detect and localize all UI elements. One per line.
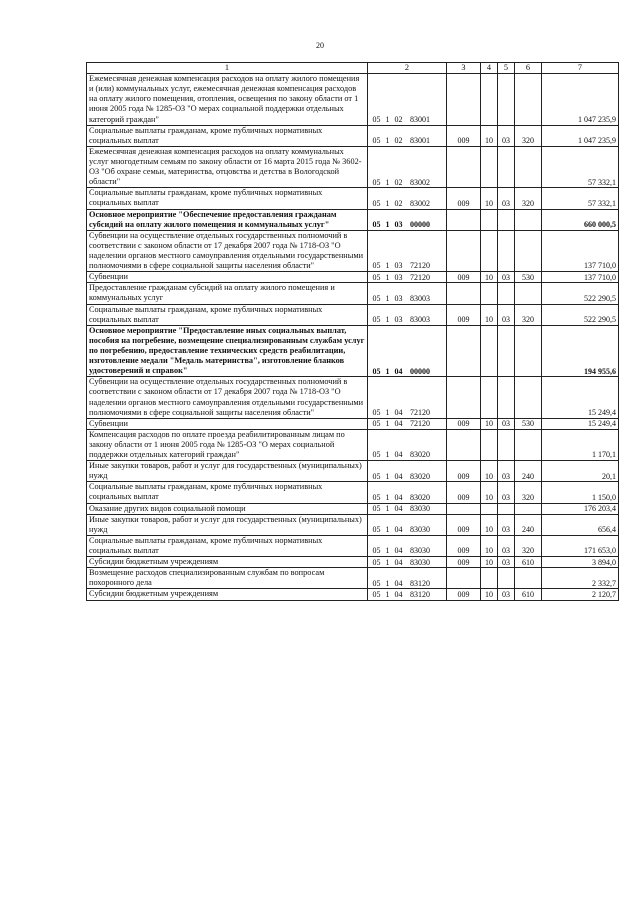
row-target-code	[368, 188, 447, 209]
row-section-code: 10	[481, 461, 498, 482]
row-expense-type-code: 320	[515, 188, 542, 209]
row-expense-type-code: 320	[515, 304, 542, 325]
row-ministry-code	[447, 429, 481, 460]
table-row	[87, 272, 619, 283]
row-amount: 137 710,0	[542, 272, 619, 283]
row-amount: 2 332,7	[542, 568, 619, 589]
target-code-part: 05	[372, 471, 381, 481]
row-amount: 1 170,1	[542, 429, 619, 460]
table-row	[87, 146, 619, 187]
row-subsection-code	[498, 209, 515, 230]
row-section-code: 10	[481, 557, 498, 568]
table-row	[87, 461, 619, 482]
table-row	[87, 589, 619, 600]
row-name: Субвенции	[87, 418, 368, 429]
target-code-part: 83020	[410, 471, 430, 481]
row-subsection-code	[498, 230, 515, 271]
row-amount: 194 955,6	[542, 325, 619, 377]
row-amount: 660 000,5	[542, 209, 619, 230]
page-number: 20	[316, 41, 324, 50]
target-code-part: 05	[372, 220, 381, 229]
row-section-code	[481, 230, 498, 271]
table-row	[87, 503, 619, 514]
row-amount: 656,4	[542, 514, 619, 535]
table-row	[87, 283, 619, 304]
row-name: Иные закупки товаров, работ и услуг для государственных (муниципальных) нужд	[87, 514, 368, 535]
row-name: Возмещение расходов специализированным службам по вопросам похоронного дела	[87, 568, 368, 589]
target-code-part: 05	[372, 578, 381, 588]
target-code-part: 1	[385, 272, 390, 282]
target-code-part: 72120	[410, 261, 430, 271]
row-subsection-code	[498, 429, 515, 460]
row-ministry-code: 009	[447, 461, 481, 482]
row-section-code: 10	[481, 188, 498, 209]
row-target-code	[368, 377, 447, 418]
row-section-code	[481, 568, 498, 589]
row-subsection-code	[498, 325, 515, 377]
row-ministry-code: 009	[447, 304, 481, 325]
row-subsection-code: 03	[498, 125, 515, 146]
target-code-part: 05	[372, 272, 381, 282]
target-code-part: 03	[394, 293, 403, 303]
row-target-code	[368, 514, 447, 535]
row-amount: 15 249,4	[542, 418, 619, 429]
target-code-part: 05	[372, 198, 381, 208]
target-code-part: 05	[372, 293, 381, 303]
row-target-code	[368, 283, 447, 304]
row-name: Субвенции	[87, 272, 368, 283]
table-row	[87, 325, 619, 377]
row-subsection-code: 03	[498, 589, 515, 600]
target-code-part: 83003	[410, 314, 430, 324]
table-body	[87, 74, 619, 600]
target-code-part: 1	[385, 492, 390, 502]
row-subsection-code: 03	[498, 304, 515, 325]
row-target-code	[368, 325, 447, 377]
row-subsection-code	[498, 503, 515, 514]
target-code-part: 05	[372, 136, 381, 146]
row-name: Основное мероприятие "Обеспечение предоставления гражданам субсидий на оплату жилого помещения и коммунальных услуг"	[87, 209, 368, 230]
row-name: Оказание других видов социальной помощи	[87, 503, 368, 514]
row-target-code	[368, 568, 447, 589]
row-section-code	[481, 377, 498, 418]
target-code-part: 04	[394, 503, 403, 513]
target-code-part: 05	[372, 114, 381, 124]
target-code-part: 72120	[410, 407, 430, 417]
target-code-part: 02	[394, 114, 403, 124]
target-code-part: 1	[385, 578, 390, 588]
table-row	[87, 482, 619, 503]
row-amount: 57 332,1	[542, 146, 619, 187]
row-section-code: 10	[481, 125, 498, 146]
target-code-part: 05	[372, 546, 381, 556]
target-code-part: 83002	[410, 177, 430, 187]
row-expense-type-code	[515, 209, 542, 230]
target-code-part: 83001	[410, 136, 430, 146]
header-col-6: 6	[515, 63, 542, 74]
row-ministry-code: 009	[447, 125, 481, 146]
row-target-code	[368, 535, 447, 556]
target-code-part: 1	[385, 407, 390, 417]
row-name: Социальные выплаты гражданам, кроме публичных нормативных социальных выплат	[87, 482, 368, 503]
row-amount: 1 150,0	[542, 482, 619, 503]
table-row	[87, 568, 619, 589]
row-target-code	[368, 125, 447, 146]
table-row	[87, 125, 619, 146]
header-col-5: 5	[498, 63, 515, 74]
row-name: Предоставление гражданам субсидий на оплату жилого помещения и коммунальных услуг	[87, 283, 368, 304]
header-col-1: 1	[87, 63, 368, 74]
row-subsection-code: 03	[498, 272, 515, 283]
row-section-code: 10	[481, 272, 498, 283]
header-col-4: 4	[481, 63, 498, 74]
target-code-part: 1	[385, 589, 390, 599]
row-section-code	[481, 146, 498, 187]
row-expense-type-code	[515, 377, 542, 418]
target-code-part: 83030	[410, 546, 430, 556]
row-section-code: 10	[481, 482, 498, 503]
target-code-part: 05	[372, 419, 381, 429]
target-code-part: 05	[372, 366, 381, 376]
row-subsection-code: 03	[498, 188, 515, 209]
row-amount: 57 332,1	[542, 188, 619, 209]
row-name: Социальные выплаты гражданам, кроме публичных нормативных социальных выплат	[87, 188, 368, 209]
target-code-part: 83020	[410, 450, 430, 460]
row-ministry-code	[447, 568, 481, 589]
table-row	[87, 377, 619, 418]
target-code-part: 1	[385, 525, 390, 535]
target-code-part: 1	[385, 366, 390, 376]
row-subsection-code: 03	[498, 535, 515, 556]
row-ministry-code: 009	[447, 514, 481, 535]
target-code-part: 04	[394, 525, 403, 535]
target-code-part: 83003	[410, 293, 430, 303]
row-amount: 171 653,0	[542, 535, 619, 556]
row-ministry-code: 009	[447, 418, 481, 429]
row-ministry-code	[447, 230, 481, 271]
target-code-part: 83020	[410, 492, 430, 502]
target-code-part: 04	[394, 407, 403, 417]
header-col-2: 2	[368, 63, 447, 74]
table-row	[87, 418, 619, 429]
row-amount: 20,1	[542, 461, 619, 482]
row-target-code	[368, 230, 447, 271]
row-subsection-code	[498, 568, 515, 589]
row-subsection-code: 03	[498, 418, 515, 429]
table-row	[87, 209, 619, 230]
target-code-part: 1	[385, 557, 390, 567]
table-row	[87, 429, 619, 460]
row-name: Социальные выплаты гражданам, кроме публичных нормативных социальных выплат	[87, 125, 368, 146]
row-expense-type-code	[515, 74, 542, 126]
target-code-part: 04	[394, 589, 403, 599]
target-code-part: 05	[372, 261, 381, 271]
row-subsection-code	[498, 283, 515, 304]
row-section-code	[481, 74, 498, 126]
row-section-code	[481, 325, 498, 377]
target-code-part: 04	[394, 366, 403, 376]
row-subsection-code	[498, 377, 515, 418]
row-expense-type-code: 320	[515, 535, 542, 556]
row-amount: 15 249,4	[542, 377, 619, 418]
row-section-code: 10	[481, 304, 498, 325]
row-name: Субвенции на осуществление отдельных государственных полномочий в соответствии с законом области от 17 декабря 2007 года № 1718-ОЗ "О наделении органов местного самоуправления отдельными государственными полномочиями в сфере социальной защиты населения области"	[87, 377, 368, 418]
row-amount: 3 894,0	[542, 557, 619, 568]
row-amount: 2 120,7	[542, 589, 619, 600]
target-code-part: 05	[372, 503, 381, 513]
row-section-code: 10	[481, 514, 498, 535]
row-expense-type-code	[515, 503, 542, 514]
row-name: Субсидии бюджетным учреждениям	[87, 557, 368, 568]
row-expense-type-code: 320	[515, 482, 542, 503]
row-target-code	[368, 503, 447, 514]
target-code-part: 1	[385, 220, 390, 229]
row-expense-type-code: 610	[515, 589, 542, 600]
row-expense-type-code	[515, 283, 542, 304]
header-col-3: 3	[447, 63, 481, 74]
target-code-part: 83030	[410, 503, 430, 513]
row-target-code	[368, 589, 447, 600]
header-row	[87, 63, 619, 74]
table-row	[87, 188, 619, 209]
row-target-code	[368, 429, 447, 460]
row-target-code	[368, 146, 447, 187]
target-code-part: 04	[394, 557, 403, 567]
row-target-code	[368, 304, 447, 325]
row-subsection-code	[498, 146, 515, 187]
row-amount: 176 203,4	[542, 503, 619, 514]
target-code-part: 1	[385, 261, 390, 271]
target-code-part: 83002	[410, 198, 430, 208]
row-amount: 137 710,0	[542, 230, 619, 271]
row-ministry-code	[447, 209, 481, 230]
target-code-part: 1	[385, 177, 390, 187]
row-subsection-code: 03	[498, 557, 515, 568]
target-code-part: 1	[385, 136, 390, 146]
target-code-part: 83030	[410, 525, 430, 535]
row-subsection-code: 03	[498, 482, 515, 503]
target-code-part: 05	[372, 450, 381, 460]
table-row	[87, 535, 619, 556]
row-ministry-code	[447, 283, 481, 304]
row-amount: 1 047 235,9	[542, 125, 619, 146]
target-code-part: 00000	[410, 220, 430, 229]
row-ministry-code: 009	[447, 589, 481, 600]
row-ministry-code: 009	[447, 188, 481, 209]
target-code-part: 72120	[410, 419, 430, 429]
row-name: Ежемесячная денежная компенсация расходов на оплату жилого помещения и (или) коммунальных услуг, ежемесячная денежная компенсация расходов на оплату жилого помещения, отопления, освещения по закону области от 1 июня 2005 года № 1285-ОЗ "О мерах социальной поддержки отдельных категорий граждан"	[87, 74, 368, 126]
target-code-part: 05	[372, 314, 381, 324]
row-expense-type-code: 240	[515, 461, 542, 482]
row-name: Субсидии бюджетным учреждениям	[87, 589, 368, 600]
row-expense-type-code: 320	[515, 125, 542, 146]
row-ministry-code	[447, 377, 481, 418]
target-code-part: 00000	[410, 366, 430, 376]
target-code-part: 1	[385, 471, 390, 481]
table-row	[87, 514, 619, 535]
row-expense-type-code: 610	[515, 557, 542, 568]
row-section-code	[481, 283, 498, 304]
row-section-code: 10	[481, 535, 498, 556]
table-row	[87, 557, 619, 568]
row-ministry-code	[447, 503, 481, 514]
target-code-part: 04	[394, 450, 403, 460]
row-ministry-code: 009	[447, 272, 481, 283]
row-section-code: 10	[481, 589, 498, 600]
row-target-code	[368, 209, 447, 230]
row-subsection-code: 03	[498, 461, 515, 482]
target-code-part: 1	[385, 114, 390, 124]
target-code-part: 04	[394, 492, 403, 502]
row-target-code	[368, 557, 447, 568]
row-expense-type-code	[515, 230, 542, 271]
row-name: Социальные выплаты гражданам, кроме публичных нормативных социальных выплат	[87, 304, 368, 325]
target-code-part: 05	[372, 589, 381, 599]
target-code-part: 83120	[410, 578, 430, 588]
row-name: Компенсация расходов по оплате проезда реабилитированным лицам по закону области от 1 июня 2005 года № 1285-ОЗ "О мерах социальной поддержки отдельных категорий граждан"	[87, 429, 368, 460]
target-code-part: 03	[394, 314, 403, 324]
row-name: Ежемесячная денежная компенсация расходов на оплату коммунальных услуг многодетным семьям по закону области от 16 марта 2015 года № 3602-ОЗ "Об охране семьи, материнства, отцовства и детства в Вологодской области"	[87, 146, 368, 187]
target-code-part: 1	[385, 198, 390, 208]
target-code-part: 03	[394, 261, 403, 271]
row-section-code	[481, 429, 498, 460]
row-name: Субвенции на осуществление отдельных государственных полномочий в соответствии с законом области от 17 декабря 2007 года № 1718-ОЗ "О наделении органов местного самоуправления отдельными государственными полномочиями в сфере социальной защиты населения области"	[87, 230, 368, 271]
target-code-part: 04	[394, 578, 403, 588]
row-name: Социальные выплаты гражданам, кроме публичных нормативных социальных выплат	[87, 535, 368, 556]
target-code-part: 83120	[410, 589, 430, 599]
header-col-7: 7	[542, 63, 619, 74]
target-code-part: 05	[372, 177, 381, 187]
target-code-part: 83001	[410, 114, 430, 124]
target-code-part: 1	[385, 419, 390, 429]
row-name: Иные закупки товаров, работ и услуг для государственных (муниципальных) нужд	[87, 461, 368, 482]
row-expense-type-code: 530	[515, 418, 542, 429]
row-expense-type-code	[515, 325, 542, 377]
row-expense-type-code	[515, 429, 542, 460]
row-amount: 522 290,5	[542, 304, 619, 325]
row-section-code	[481, 209, 498, 230]
row-expense-type-code: 240	[515, 514, 542, 535]
row-subsection-code	[498, 74, 515, 126]
target-code-part: 02	[394, 177, 403, 187]
target-code-part: 05	[372, 525, 381, 535]
target-code-part: 05	[372, 492, 381, 502]
row-target-code	[368, 418, 447, 429]
row-section-code	[481, 503, 498, 514]
row-amount: 1 047 235,9	[542, 74, 619, 126]
row-subsection-code: 03	[498, 514, 515, 535]
row-ministry-code: 009	[447, 535, 481, 556]
target-code-part: 83030	[410, 557, 430, 567]
row-amount: 522 290,5	[542, 283, 619, 304]
target-code-part: 1	[385, 450, 390, 460]
table-row	[87, 74, 619, 126]
row-target-code	[368, 461, 447, 482]
row-expense-type-code	[515, 568, 542, 589]
row-name: Основное мероприятие "Предоставление иных социальных выплат, пособия на погребение, возмещение специализированным службам услуг по погребению, предоставление технических средств реабилитации, изготовление медали "Медаль материнства", изготовление бланков удостоверений и справок"	[87, 325, 368, 377]
target-code-part: 04	[394, 546, 403, 556]
row-target-code	[368, 74, 447, 126]
table-row	[87, 304, 619, 325]
target-code-part: 03	[394, 272, 403, 282]
row-section-code: 10	[481, 418, 498, 429]
target-code-part: 02	[394, 198, 403, 208]
table-row	[87, 230, 619, 271]
target-code-part: 1	[385, 546, 390, 556]
target-code-part: 02	[394, 136, 403, 146]
row-ministry-code	[447, 325, 481, 377]
target-code-part: 03	[394, 220, 403, 229]
target-code-part: 04	[394, 419, 403, 429]
target-code-part: 1	[385, 503, 390, 513]
row-ministry-code	[447, 74, 481, 126]
target-code-part: 72120	[410, 272, 430, 282]
target-code-part: 04	[394, 471, 403, 481]
row-target-code	[368, 272, 447, 283]
row-ministry-code: 009	[447, 557, 481, 568]
target-code-part: 05	[372, 557, 381, 567]
target-code-part: 1	[385, 314, 390, 324]
row-expense-type-code: 530	[515, 272, 542, 283]
budget-table	[86, 62, 619, 601]
row-target-code	[368, 482, 447, 503]
row-ministry-code: 009	[447, 482, 481, 503]
row-ministry-code	[447, 146, 481, 187]
target-code-part: 05	[372, 407, 381, 417]
target-code-part: 1	[385, 293, 390, 303]
row-expense-type-code	[515, 146, 542, 187]
